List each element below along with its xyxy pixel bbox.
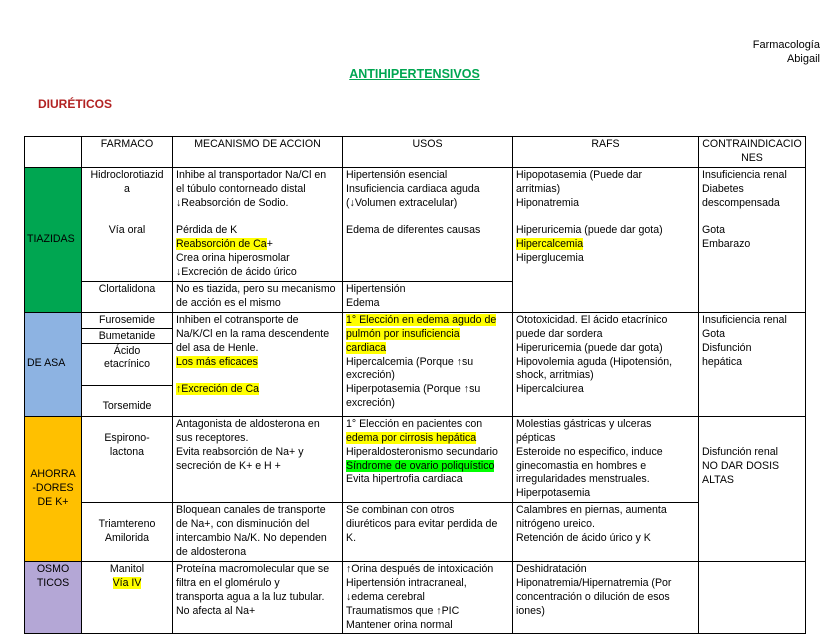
uses-cell: Hipertensión esencial Insuficiencia cardiaca aguda (↓Volumen extracelular) Edema de diferentes causas xyxy=(343,167,513,281)
column-header-mecanismo: MECANISMO DE ACCION xyxy=(173,137,343,168)
contraindications-cell: Insuficiencia renal Diabetes descompensada Gota Embarazo xyxy=(699,167,806,312)
drug-cell: Triamtereno Amilorida xyxy=(82,503,173,562)
group-label: AHORRA xyxy=(30,468,76,481)
column-header-contraindicaciones: CONTRAINDICACIONES xyxy=(699,137,806,168)
drug-item: Bumetanide xyxy=(82,329,172,344)
highlighted-text: ↑Excreción de Ca xyxy=(176,383,260,396)
diuretics-table xyxy=(24,136,806,634)
highlighted-text: edema por cirrosis hepática xyxy=(346,431,477,444)
drug-cell: Hidroclorotiazid a Vía oral xyxy=(82,167,173,281)
uses-cell: Se combinan con otros diuréticos para evitar perdida de K. xyxy=(343,503,513,562)
drug-cell: Clortalidona xyxy=(82,282,173,313)
table-row xyxy=(25,503,806,562)
drug-list-cell xyxy=(82,312,173,416)
column-header-farmaco: FARMACO xyxy=(82,137,173,168)
group-label: OSMO xyxy=(36,562,70,575)
mechanism-cell: Proteína macromolecular que se filtra en el glomérulo y transporta agua a la luz tubular. No afecta al Na+ xyxy=(173,561,343,634)
adverse-effects-cell: Calambres en piernas, aumenta nitrógeno ureico. Retención de ácido úrico y K xyxy=(513,503,699,562)
group-osmoticos xyxy=(25,561,82,634)
group-label: DE ASA xyxy=(27,357,66,370)
drug-item: Ácido etacrínico xyxy=(82,344,172,386)
uses-cell: 1° Elección en edema agudo de pulmón por insuficiencia cardiaca Hipercalcemia (Porque ↑su excreción) Hiperpotasemia (Porque ↑su excreción) xyxy=(343,312,513,416)
course-name: Farmacología xyxy=(752,39,820,51)
adverse-effects-cell: Ototoxicidad. El ácido etacrínico puede dar sordera Hiperuricemia (puede dar gota) Hipovolemia aguda (Hipotensión, shock, arritmias) Hipercalciurea xyxy=(513,312,699,416)
highlighted-text: 1° Elección en edema agudo de xyxy=(346,313,497,326)
contraindications-cell xyxy=(699,561,806,634)
group-asa xyxy=(25,312,82,416)
group-label: TICOS xyxy=(36,576,70,589)
mechanism-cell: Bloquean canales de transporte de Na+, con disminución del intercambio Na/K. No dependen de aldosterona xyxy=(173,503,343,562)
mechanism-cell: Inhibe al transportador Na/Cl en el túbulo contorneado distal ↓Reabsorción de Sodio. Pérdida de K Reabsorción de Ca+ Crea orina hiperosmolar ↓Excreción de ácido úrico xyxy=(173,167,343,281)
mechanism-cell: No es tiazida, pero su mecanismo de acción es el mismo xyxy=(173,282,343,313)
highlighted-text: Hipercalcemia xyxy=(516,238,584,251)
highlighted-text: Los más eficaces xyxy=(176,355,258,368)
table-row xyxy=(25,561,806,634)
contraindications-cell: Disfunción renal NO DAR DOSIS ALTAS xyxy=(699,416,806,561)
mechanism-cell: Inhiben el cotransporte de Na/K/Cl en la rama descendente del asa de Henle. Los más eficaces ↑Excreción de Ca xyxy=(173,312,343,416)
highlighted-text: Reabsorción de Ca xyxy=(176,238,267,251)
page-header xyxy=(753,38,820,66)
adverse-effects-cell: Deshidratación Hiponatremia/Hipernatremia (Por concentración o dilución de esos iones) xyxy=(513,561,699,634)
drug-item: Furosemide xyxy=(82,313,172,329)
mechanism-cell: Antagonista de aldosterona en sus receptores. Evita reabsorción de Na+ y secreción de K+ e H + xyxy=(173,416,343,502)
group-label: -DORES xyxy=(32,481,74,494)
drug-cell: Manitol Vía IV xyxy=(82,561,173,634)
column-header-usos: USOS xyxy=(343,137,513,168)
group-label: DE K+ xyxy=(37,495,69,508)
highlighted-text: Vía IV xyxy=(112,576,142,589)
table-row xyxy=(25,416,806,502)
table-row xyxy=(25,312,806,416)
table-header-row xyxy=(25,137,806,168)
uses-cell: Hipertensión Edema xyxy=(343,282,513,313)
document-title: ANTIHIPERTENSIVOS xyxy=(349,67,480,81)
adverse-effects-cell: Hipopotasemia (Puede dar arritmias) Hiponatremia Hiperuricemia (puede dar gota) Hipercalcemia Hiperglucemia xyxy=(513,167,699,312)
table-row xyxy=(25,167,806,281)
uses-cell: 1° Elección en pacientes con edema por cirrosis hepática Hiperaldosteronismo secundario Síndrome de ovario poliquístico Evita hipertrofia cardiaca xyxy=(343,416,513,502)
drug-item: Torsemide xyxy=(102,399,152,412)
drug-cell: Espirono- lactona xyxy=(82,416,173,502)
group-label: TIAZIDAS xyxy=(27,232,75,245)
highlighted-text: Síndrome de ovario poliquístico xyxy=(346,459,495,472)
author-name: Abigail xyxy=(786,53,820,65)
uses-cell: ↑Orina después de intoxicación Hipertensión intracraneal, ↓edema cerebral Traumatismos que ↑PIC Mantener orina normal xyxy=(343,561,513,634)
highlighted-text: cardiaca xyxy=(346,341,387,354)
column-header-rafs: RAFS xyxy=(513,137,699,168)
header-group-cell xyxy=(25,137,82,168)
highlighted-text: pulmón por insuficiencia xyxy=(346,327,460,340)
contraindications-cell: Insuficiencia renal Gota Disfunción hepática xyxy=(699,312,806,416)
group-tiazidas xyxy=(25,167,82,312)
section-title: DIURÉTICOS xyxy=(38,97,113,111)
adverse-effects-cell: Molestias gástricas y ulceras pépticas Esteroide no especifico, induce ginecomastia en hombres e irregularidades menstruales. Hiperpotasemia xyxy=(513,416,699,502)
group-ahorradores xyxy=(25,416,82,561)
